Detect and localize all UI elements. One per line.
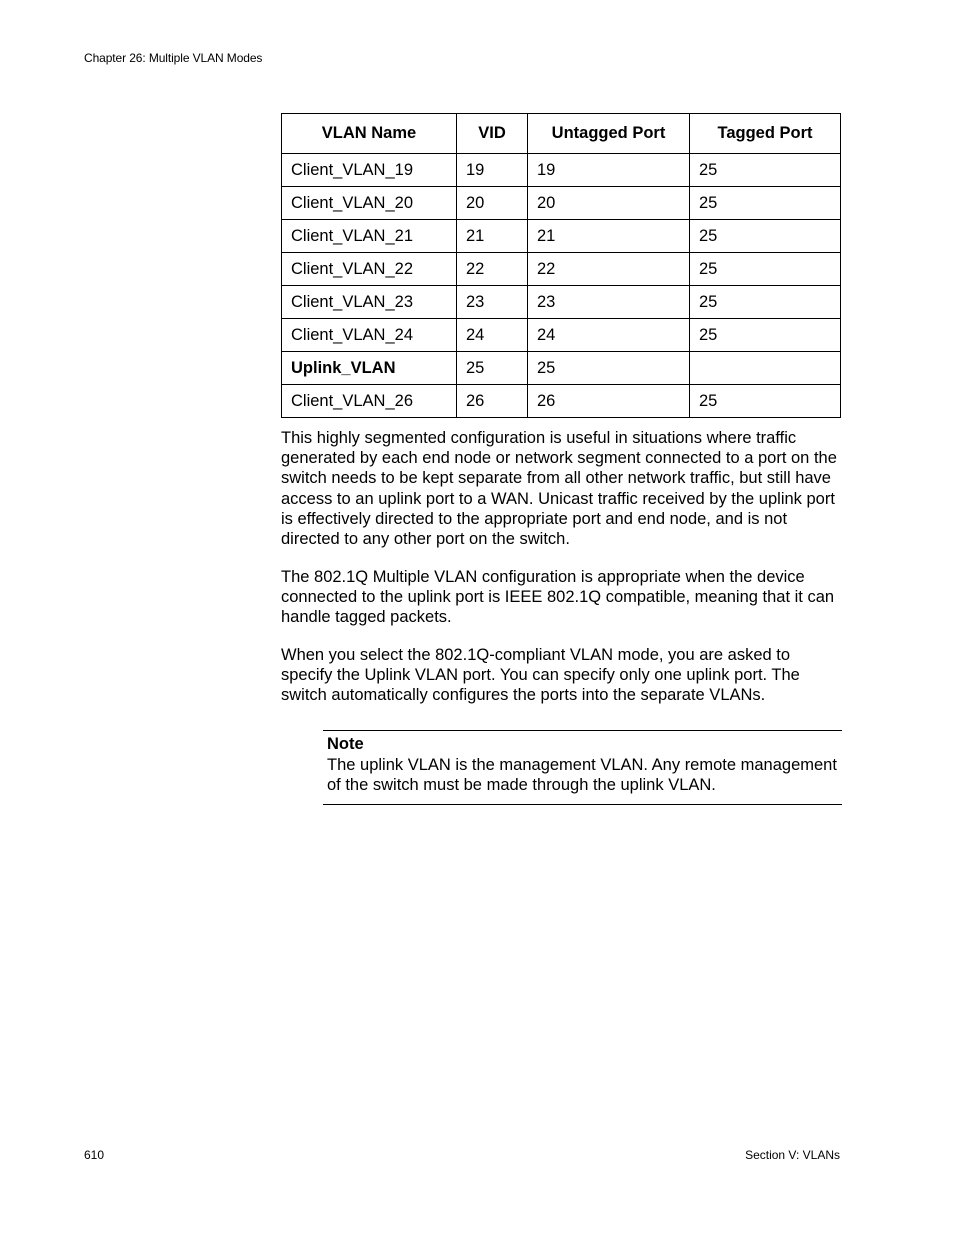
cell-vid: 24 [457, 319, 528, 352]
cell-vlan-name: Uplink_VLAN [282, 352, 457, 385]
note-title: Note [327, 735, 364, 753]
cell-vlan-name: Client_VLAN_20 [282, 187, 457, 220]
cell-vlan-name: Client_VLAN_22 [282, 253, 457, 286]
cell-vid: 20 [457, 187, 528, 220]
note-box [323, 730, 842, 805]
cell-tagged-port: 25 [690, 220, 841, 253]
cell-vlan-name: Client_VLAN_24 [282, 319, 457, 352]
cell-untagged-port: 22 [528, 253, 690, 286]
column-header-untagged-port: Untagged Port [528, 114, 690, 154]
column-header-tagged-port: Tagged Port [690, 114, 841, 154]
cell-vid: 26 [457, 385, 528, 418]
cell-tagged-port: 25 [690, 187, 841, 220]
table-row [282, 319, 841, 352]
body-paragraph: The 802.1Q Multiple VLAN configuration is appropriate when the device connected to the uplink port is IEEE 802.1Q compatible, meaning that it can handle tagged packets. [281, 568, 835, 627]
cell-untagged-port: 26 [528, 385, 690, 418]
cell-tagged-port [690, 352, 841, 385]
body-paragraph: When you select the 802.1Q-compliant VLAN mode, you are asked to specify the Uplink VLAN port. You can specify only one uplink port. The switch automatically configures the ports into the separate VLANs. [281, 646, 800, 705]
cell-vid: 19 [457, 154, 528, 187]
cell-untagged-port: 24 [528, 319, 690, 352]
section-footer: Section V: VLANs [745, 1148, 840, 1162]
table-row [282, 253, 841, 286]
table-row [282, 220, 841, 253]
cell-vid: 21 [457, 220, 528, 253]
table-row [282, 286, 841, 319]
cell-tagged-port: 25 [690, 253, 841, 286]
note-text: The uplink VLAN is the management VLAN. Any remote management of the switch must be made through the uplink VLAN. [327, 756, 837, 795]
cell-vlan-name: Client_VLAN_19 [282, 154, 457, 187]
table-row-uplink [282, 352, 841, 385]
cell-vid: 22 [457, 253, 528, 286]
cell-untagged-port: 21 [528, 220, 690, 253]
vlan-table [281, 113, 841, 418]
table-header-row [282, 114, 841, 154]
running-header: Chapter 26: Multiple VLAN Modes [84, 51, 263, 65]
cell-tagged-port: 25 [690, 286, 841, 319]
cell-untagged-port: 19 [528, 154, 690, 187]
body-paragraph: This highly segmented configuration is useful in situations where traffic generated by each end node or network segment connected to a port on the switch needs to be kept separate from all other network traffic, but still have access to an uplink port to a WAN. Unicast traffic received by the uplink port is effectively directed to the appropriate port and end node, and is not directed to any other port on the switch. [281, 429, 837, 549]
cell-tagged-port: 25 [690, 154, 841, 187]
cell-tagged-port: 25 [690, 319, 841, 352]
cell-vlan-name: Client_VLAN_26 [282, 385, 457, 418]
page-number: 610 [84, 1148, 105, 1162]
column-header-vlan-name: VLAN Name [282, 114, 457, 154]
cell-untagged-port: 25 [528, 352, 690, 385]
table-row [282, 187, 841, 220]
table-row [282, 385, 841, 418]
cell-vid: 25 [457, 352, 528, 385]
cell-vlan-name: Client_VLAN_21 [282, 220, 457, 253]
table-row [282, 154, 841, 187]
cell-vid: 23 [457, 286, 528, 319]
cell-untagged-port: 20 [528, 187, 690, 220]
column-header-vid: VID [457, 114, 528, 154]
cell-vlan-name: Client_VLAN_23 [282, 286, 457, 319]
cell-tagged-port: 25 [690, 385, 841, 418]
cell-untagged-port: 23 [528, 286, 690, 319]
